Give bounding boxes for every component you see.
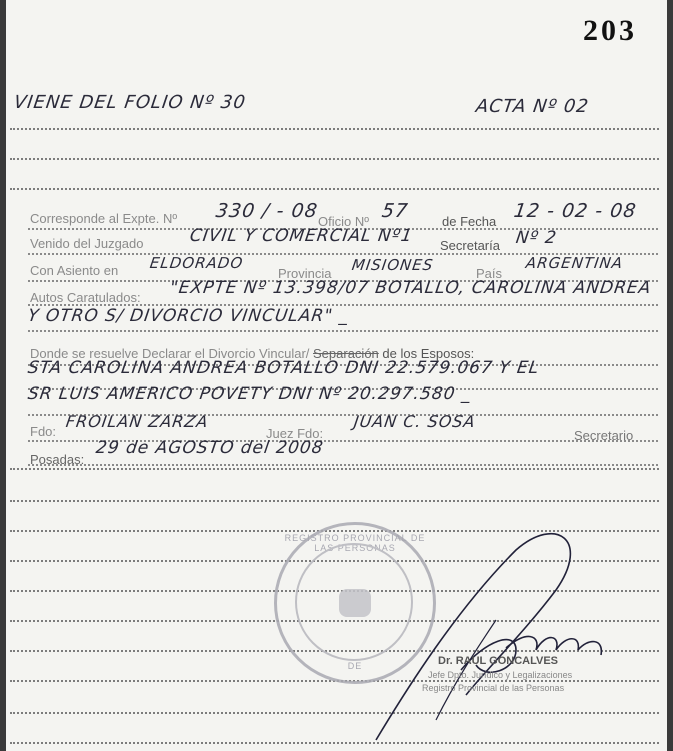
stamp-bottom-text: DE [347, 661, 363, 671]
esposos-line-2: SR LUIS AMERICO POVETY DNI Nº 20.297.580 _ [26, 384, 473, 404]
oficio-value: 57 [380, 200, 410, 222]
ruled-line [10, 128, 659, 130]
provincia-label: Provincia [278, 266, 332, 281]
juzgado-value: CIVIL Y COMERCIAL Nº1 [188, 226, 414, 246]
juez-value: JUAN C. SOSA [352, 412, 477, 431]
fdo-label: Fdo: [30, 424, 57, 439]
signatory-name: Dr. RAUL GONCALVES [438, 655, 558, 667]
resuelve-tail: de los Esposos: [382, 346, 475, 361]
handwritten-signature [366, 520, 626, 750]
ruled-line [10, 468, 659, 470]
ruled-line [10, 188, 659, 190]
oficio-label: Oficio Nº [318, 214, 369, 229]
posadas-value: 29 de AGOSTO del 2008 [94, 438, 325, 458]
folio-number: 203 [583, 14, 637, 47]
fdo-value: FROILAN ZARZA [64, 412, 210, 431]
signatory-title-2: Registro Provincial de las Personas [422, 683, 565, 693]
form-line [28, 464, 658, 466]
header-left: VIENE DEL FOLIO Nº 30 [12, 92, 248, 113]
ruled-line [10, 158, 659, 160]
ruled-line [10, 500, 659, 502]
pais-label: País [476, 266, 503, 281]
pais-value: ARGENTINA [524, 254, 625, 272]
expte-label: Corresponde al Expte. Nº [30, 211, 178, 226]
resuelve-struck: Separación [313, 346, 379, 361]
esposos-line-1: STA CAROLINA ANDREA BOTALLO DNI 22.579.067 Y EL [26, 358, 541, 378]
stamp-ring-text: REGISTRO PROVINCIAL DE LAS PERSONAS [284, 533, 426, 553]
header-right: ACTA Nº 02 [474, 96, 591, 117]
juzgado-label: Venido del Juzgado [30, 236, 144, 251]
signatory-title-1: Jefe Dpto. Jurídico y Legalizaciones [428, 670, 573, 680]
fecha-label: de Fecha [442, 214, 497, 229]
autos-value-line-1: "EXPTE Nº 13.398/07 BOTALLO, CAROLINA ANDREA [168, 278, 653, 298]
resuelve-text: Donde se resuelve Declarar el Divorcio Vincular/ [30, 346, 310, 361]
asiento-label: Con Asiento en [30, 263, 119, 278]
asiento-value: ELDORADO [148, 254, 245, 272]
form-line [28, 330, 658, 332]
expte-value: 330 / - 08 [214, 200, 320, 222]
fecha-value: 12 - 02 - 08 [512, 200, 638, 222]
secretaria-value: Nº 2 [514, 228, 559, 248]
provincia-value: MISIONES [350, 256, 435, 274]
secretaria-label: Secretaría [440, 238, 500, 253]
autos-label: Autos Caratulados: [30, 290, 141, 305]
posadas-label: Posadas: [30, 452, 85, 467]
secretario-label: Secretario [574, 428, 634, 443]
autos-value-line-2: Y OTRO S/ DIVORCIO VINCULAR" _ [26, 306, 351, 326]
juez-label: Juez Fdo: [266, 426, 324, 441]
document-page [6, 0, 667, 751]
